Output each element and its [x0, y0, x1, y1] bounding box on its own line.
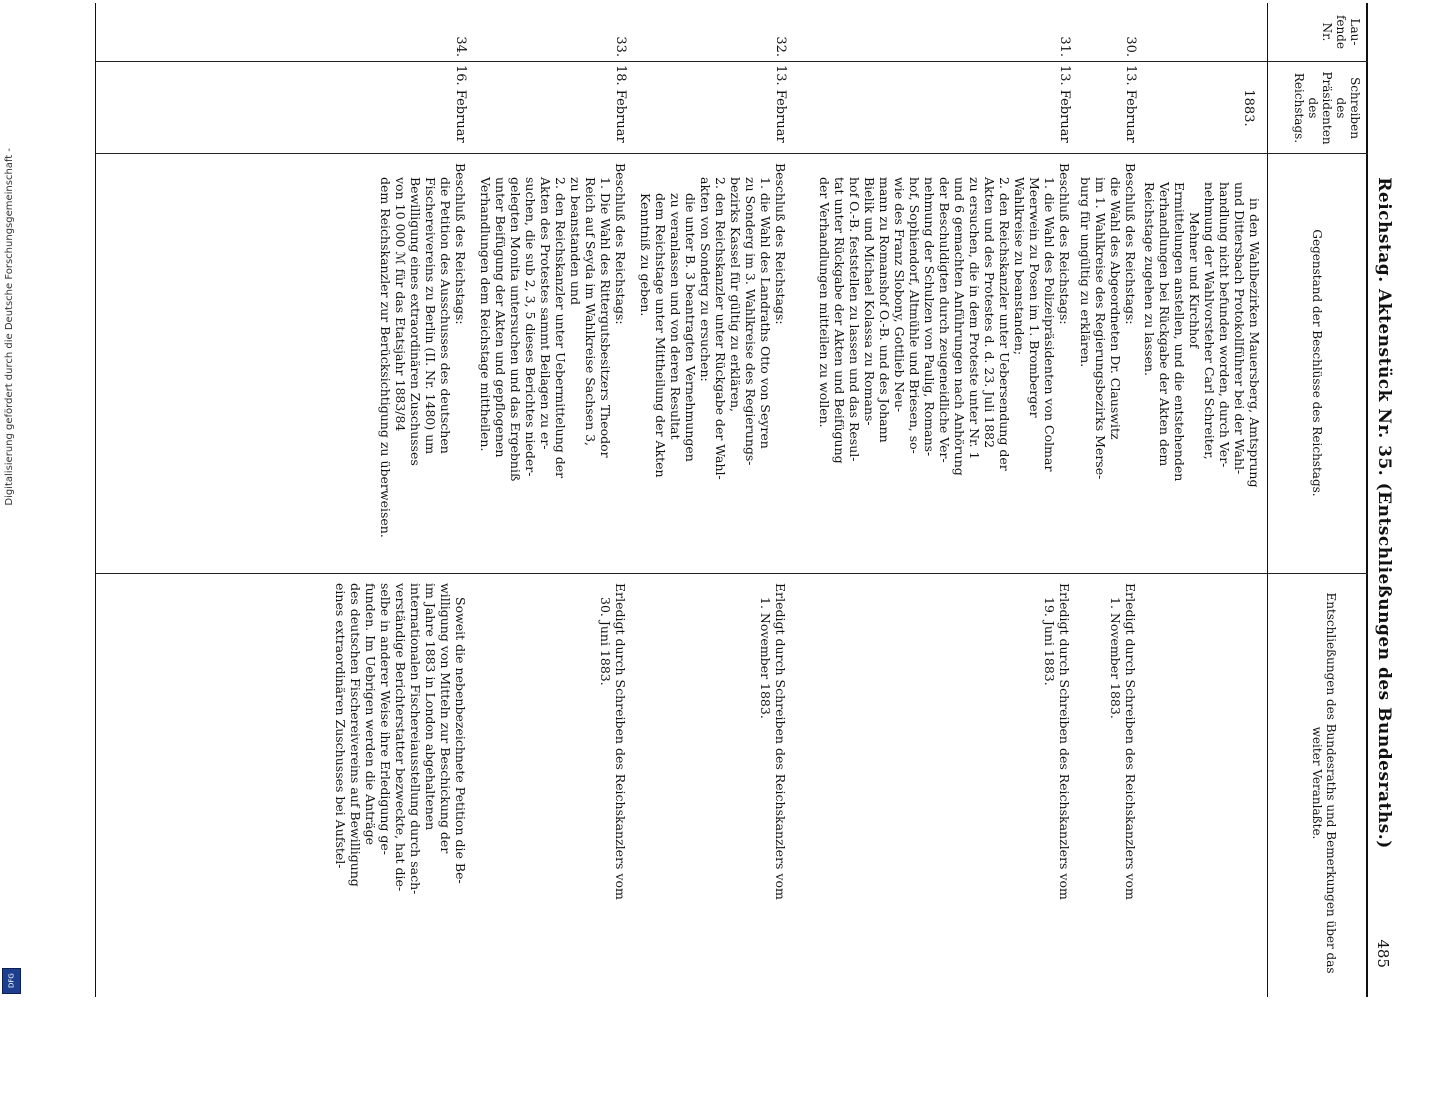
text-line: hof O.-B. feststellen zu lassen und das Resul- [847, 177, 862, 462]
text-line: nehmung der Schulzen von Paulig, Romans- [922, 177, 937, 457]
text-line: der Beschuldigten durch zeugeneidliche Ver- [937, 177, 952, 463]
text-line: burg für ungültig zu erklären. [1078, 177, 1093, 368]
text-line: dem Reichstage unter Mittheilung der Akten [653, 193, 668, 478]
entry-result [333, 583, 468, 988]
text-line: zu beanstanden und [568, 177, 583, 305]
text-line: zu Sonderg im 3. Wahlkreise des Regierungs- [743, 177, 758, 466]
text-line: Ermittelungen anstellen, und die entstehenden [1172, 182, 1187, 482]
text-line: zu ersuchen, die in dem Proteste unter Nr. 1 [967, 177, 982, 460]
entry-result [758, 583, 788, 988]
entry-result [1042, 583, 1072, 988]
text-line: Mehner und Kirchhof [1187, 212, 1202, 349]
text-line: verständige Berichterstatter bezweckte, hat die- [393, 583, 408, 892]
text-line: 1. die Wahl des Landraths Otto von Seyren [758, 177, 773, 449]
text-line: Verhandlungen bei Rückgabe der Akten dem [1157, 182, 1172, 467]
col-divider-2 [96, 153, 1368, 154]
year-label: 1883. [1241, 89, 1256, 127]
text-line: 19. Juni 1883. [1042, 597, 1057, 686]
text-line: 1. November 1883. [1108, 597, 1123, 719]
entry-subject [817, 163, 1072, 568]
text-line: Reich auf Seyda im Wahlkreise Sachsen 3, [583, 177, 598, 447]
entry-number: 33. [613, 36, 628, 57]
text-line: wie des Franz Slobony, Gottlieb Neu- [892, 177, 907, 413]
text-line: bezirks Kassel für gültig zu erklären, [728, 177, 743, 412]
text-line: Erledigt durch Schreiben des Reichskanzlers vom [1057, 583, 1072, 900]
text-line: Beschluß des Reichstags: [1123, 163, 1138, 325]
text-line: unter Beifügung der Akten und gepflogenen [493, 177, 508, 458]
text-line: 1. die Wahl des Polizeipräsidenten von Colmar [1042, 177, 1057, 472]
col-header-number: Lau- fende Nr. [1320, 14, 1362, 50]
text-line: im Jahre 1883 in London abgehaltenen [423, 583, 438, 831]
text-line: im 1. Wahlkreise des Regierungsbezirks Merse- [1093, 177, 1108, 480]
text-line: Erledigt durch Schreiben des Reichskanzlers vom [1123, 583, 1138, 900]
text-line: die Petition des Ausschusses des deutschen [438, 177, 453, 454]
text-line: Verhandlungen dem Reichstage mittheilen. [478, 177, 493, 452]
text-line: Fischereivereins zu Berlin (II. Nr. 1480) um [423, 177, 438, 455]
col-header-subject: Gegenstand der Beschlüsse des Reichstags. [1310, 229, 1324, 497]
text-line: zu veranlassen und von deren Resultat [668, 193, 683, 440]
text-line: 2. den Reichskanzler unter Uebermittelung der [553, 177, 568, 479]
text-line: dem Reichskanzler zur Berücksichtigung zu überweisen. [378, 177, 393, 538]
entry-subject [638, 163, 788, 568]
text-line: in den Wahlbezirken Mauersberg, Amtsprung [1247, 198, 1262, 488]
text-line: internationalen Fischereiausstellung durch sach- [408, 583, 423, 895]
entry-result [598, 583, 628, 988]
text-line: der Verhandlungen mitteilen zu wollen. [817, 177, 832, 428]
page-number: 485 [1374, 939, 1392, 968]
text-line: die unter B. 3 beantragten Vernehmungen [683, 193, 698, 462]
dfg-logo-icon: DFG [2, 968, 21, 994]
carryover-text [1142, 168, 1262, 568]
text-line: 2. den Reichskanzler unter Rückgabe der Wahl- [713, 177, 728, 480]
entry-number: 34. [453, 36, 468, 57]
entry-date: 13. Februar [1123, 65, 1138, 143]
text-line: selbe in anderer Weise ihre Erledigung ge- [378, 583, 393, 856]
text-line: Reichstage zugehen zu lassen. [1142, 182, 1157, 376]
text-line: willigung von Mitteln zur Beschickung der [438, 583, 453, 854]
text-line: Erledigt durch Schreiben des Reichskanzlers vom [613, 583, 628, 900]
entry-date: 13. Februar [773, 65, 788, 143]
text-line: und Dittersbach Protokollführer bei der Wahl- [1232, 182, 1247, 475]
dfg-margin [0, 0, 22, 1000]
entry-subject [1078, 163, 1138, 568]
col-header-date: Schreiben des Präsidenten des Reichstags. [1292, 71, 1362, 145]
entry-subject [478, 163, 628, 568]
text-line: akten von Sonderg zu ersuchen: [698, 177, 713, 382]
entry-subject [378, 163, 468, 568]
text-line: eines extraordinären Zuschusses bei Aufstel- [333, 583, 348, 869]
entry-date: 13. Februar [1057, 65, 1072, 143]
col-divider-1 [96, 61, 1368, 62]
text-line: Erledigt durch Schreiben des Reichskanzlers vom [773, 583, 788, 900]
entry-number: 32. [773, 36, 788, 57]
text-line: Bewilligung eines extraordinären Zuschusses [408, 177, 423, 466]
text-line: gelegten Monita untersuchen und das Ergebniß [508, 177, 523, 482]
col-header-result: Entschließungen des Bundesraths und Bemerkungen über das weiter Veranlaßte. [1310, 592, 1338, 974]
text-line: und 6 gemachten Anführungen nach Anhörung [952, 177, 967, 476]
text-line: Meerwein zu Posen im 1. Bromberger [1027, 177, 1042, 418]
text-line: nehmung der Wahlvorsteher Carl Schreiter, [1202, 182, 1217, 460]
text-line: funden. Im Uebrigen werden die Anträge [363, 583, 378, 846]
text-line: von 10 000 ℳ für das Etatsjahr 1883/84 [393, 177, 408, 432]
col-divider-3 [96, 573, 1368, 574]
text-line: 1. November 1883. [758, 597, 773, 719]
text-line: Beschluß des Reichstags: [773, 163, 788, 325]
entry-result [1108, 583, 1138, 988]
scanned-page [34, 3, 1428, 997]
text-line: die Wahl des Abgeordneten Dr. Clauswitz [1108, 177, 1123, 440]
text-line: mann zu Romanshof O.-B. und des Johann [877, 177, 892, 443]
text-line: Beschluß des Reichstags: [453, 163, 468, 325]
text-line: 1. Die Wahl des Rittergutsbesitzers Theodor [598, 177, 613, 458]
text-line: Akten des Protestes sammt Beilagen zu er- [538, 177, 553, 450]
text-line: Beschluß des Reichstags: [1057, 163, 1072, 325]
text-line: Bielik und Michael Kolassa zu Romans- [862, 177, 877, 426]
text-line: 30. Juni 1883. [598, 597, 613, 686]
text-line: tat unter Rückgabe der Akten und Beifügung [832, 177, 847, 464]
running-head: Reichstag. Aktenstück Nr. 35. (Entschließungen des Bundesraths.) [1374, 177, 1394, 849]
entry-date: 18. Februar [613, 65, 628, 143]
text-line: des deutschen Fischereivereins auf Bewilligung [348, 583, 363, 887]
text-line: Soweit die nebenbezeichnete Petition die Be- [453, 597, 468, 884]
page-viewport [30, 0, 1432, 1000]
text-line: Kenntniß zu geben. [638, 193, 653, 317]
dfg-funding-notice: Digitalisierung gefördert durch die Deutsche Forschungsgemeinschaft - [4, 148, 15, 506]
entry-number: 31. [1057, 36, 1072, 57]
text-line: hof, Sophiendorf, Altmühle und Briesen, so- [907, 177, 922, 454]
text-line: suchen, die sub 2, 3, 5 dieses Berichtes nieder- [523, 177, 538, 477]
text-line: Beschluß des Reichstags: [613, 163, 628, 325]
text-line: Wahlkreise zu beanstanden; [1012, 177, 1027, 356]
entry-number: 30. [1123, 36, 1138, 57]
text-line: 2. den Reichskanzler unter Uebersendung der [997, 177, 1012, 471]
text-line: handlung nicht befunden worden, durch Ver- [1217, 182, 1232, 468]
entry-date: 16. Februar [453, 65, 468, 143]
text-line: Akten und des Protestes d. d. 23. Juli 1882 [982, 177, 997, 449]
